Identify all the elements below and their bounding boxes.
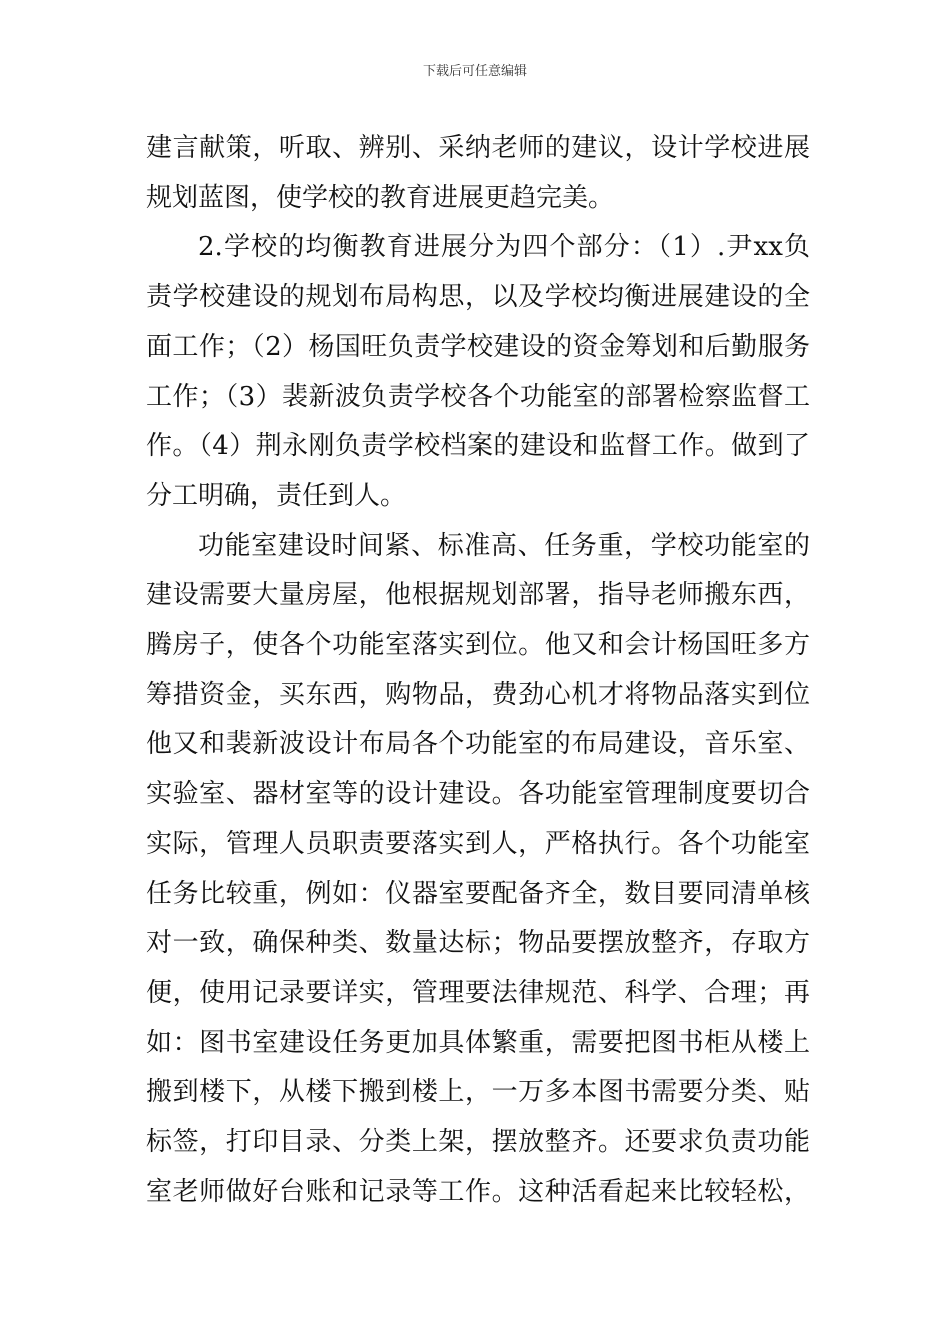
text-line: 如：图书室建设任务更加具体繁重，需要把图书柜从楼上 xyxy=(146,1028,810,1058)
text-line: 建言献策，听取、辨别、采纳老师的建议，设计学校进展 xyxy=(146,133,810,163)
text-line: 面工作；（2）杨国旺负责学校建设的资金筹划和后勤服务 xyxy=(146,332,810,362)
text-line: 责学校建设的规划布局构思，以及学校均衡进展建设的全 xyxy=(146,282,810,312)
text-line: 他又和裴新波设计布局各个功能室的布局建设，音乐室、 xyxy=(146,729,810,759)
text-line: 便，使用记录要详实，管理要法律规范、科学、合理；再 xyxy=(146,978,810,1008)
text-line: 工作；（3）裴新波负责学校各个功能室的部署检察监督工 xyxy=(146,382,810,412)
text-line: 分工明确，责任到人。 xyxy=(146,481,407,511)
text-line: 2.学校的均衡教育进展分为四个部分：（1）.尹xx负 xyxy=(198,232,810,262)
text-line: 筹措资金，买东西，购物品，费劲心机才将物品落实到位 xyxy=(146,680,810,710)
text-line: 作。（4）荆永刚负责学校档案的建设和监督工作。做到了 xyxy=(146,431,810,461)
text-line: 对一致，确保种类、数量达标；物品要摆放整齐，存取方 xyxy=(146,928,810,958)
text-line: 腾房子，使各个功能室落实到位。他又和会计杨国旺多方 xyxy=(146,630,810,660)
text-line: 搬到楼下，从楼下搬到楼上，一万多本图书需要分类、贴 xyxy=(146,1077,810,1107)
text-line: 任务比较重，例如：仪器室要配备齐全，数目要同清单核 xyxy=(146,879,810,909)
text-line: 实验室、器材室等的设计建设。各功能室管理制度要切合 xyxy=(146,779,810,809)
text-line: 规划蓝图，使学校的教育进展更趋完美。 xyxy=(146,183,615,213)
page-header: 下载后可任意编辑 xyxy=(422,64,527,79)
text-line: 标签，打印目录、分类上架，摆放整齐。还要求负责功能 xyxy=(146,1127,810,1157)
text-line: 建设需要大量房屋，他根据规划部署，指导老师搬东西， xyxy=(146,580,810,610)
text-line: 功能室建设时间紧、标准高、任务重，学校功能室的 xyxy=(198,531,810,561)
text-line: 实际，管理人员职责要落实到人，严格执行。各个功能室 xyxy=(146,829,810,859)
text-line: 室老师做好台账和记录等工作。这种活看起来比较轻松， xyxy=(146,1177,810,1207)
